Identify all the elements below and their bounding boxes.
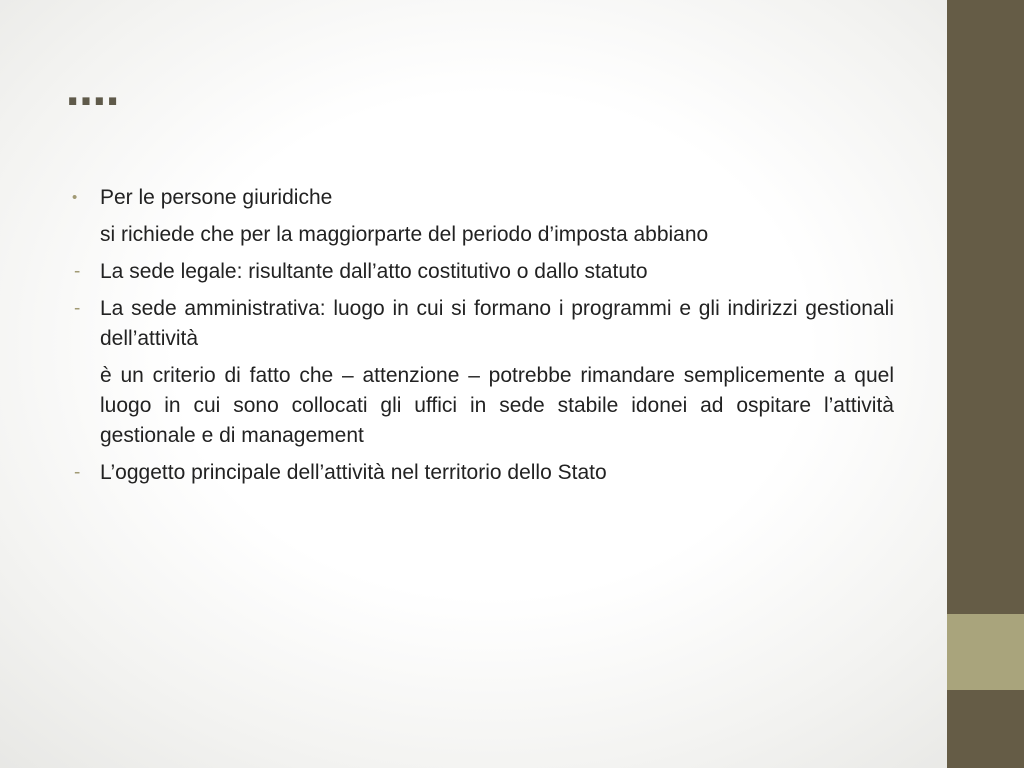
- continuation-paragraph: [72, 220, 894, 250]
- bullet-text: Per le persone giuridiche: [100, 186, 333, 209]
- dash-item: [72, 294, 894, 354]
- decorative-side-bar: [947, 0, 1024, 768]
- dash-item: [72, 257, 894, 287]
- dash-marker: -: [74, 298, 81, 319]
- dash-marker: -: [74, 462, 81, 483]
- dash-marker: -: [74, 261, 81, 282]
- dash-item: [72, 458, 894, 488]
- paragraph-text: è un criterio di fatto che – attenzione – potrebbe rimandare semplicemente a quel luogo in cui sono collocati gli uffici in sede stabile idonei ad ospitare l’attività gestionale e di management: [100, 364, 894, 447]
- decorative-side-accent: [947, 614, 1024, 690]
- slide-title: ….: [66, 69, 120, 115]
- slide-body: [72, 183, 894, 488]
- continuation-paragraph: [72, 361, 894, 451]
- bullet-marker: •: [72, 189, 78, 206]
- dash-text: La sede amministrativa: luogo in cui si formano i programmi e gli indirizzi gestionali dell’attività: [100, 297, 894, 350]
- bullet-item: [72, 183, 894, 213]
- dash-text: La sede legale: risultante dall’atto costitutivo o dallo statuto: [100, 260, 648, 283]
- paragraph-text: si richiede che per la maggiorparte del periodo d’imposta abbiano: [100, 223, 709, 246]
- dash-text: L’oggetto principale dell’attività nel territorio dello Stato: [100, 461, 607, 484]
